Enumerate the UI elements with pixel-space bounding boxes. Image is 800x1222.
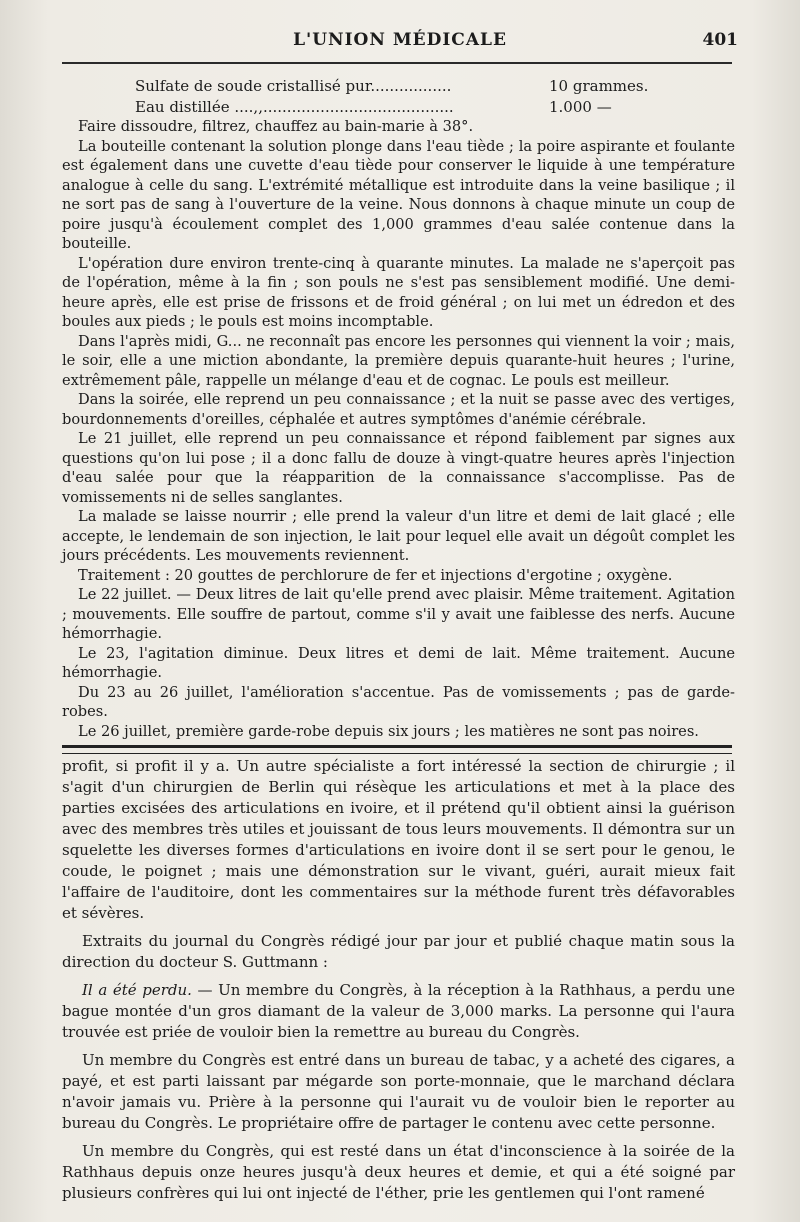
paragraph: Dans la soirée, elle reprend un peu connaissance ; et la nuit se passe avec des vertiges, bourdonnements d'oreilles, céphalée et autres symptômes d'anémie cérébrale. [62, 391, 735, 428]
feuilleton [62, 756, 735, 1204]
formula-line [135, 75, 725, 97]
paragraph: profit, si profit il y a. Un autre spécialiste a fort intéressé la section de chirurgie ; il s'agit d'un chirurgien de Berlin qui résèque les articulations et met à la place des parties excisées des articulations en ivoire, et il prétend qu'il obtient ainsi la guérison avec des membres très utiles et jouissant de tous leurs mouvements. Il démontra sur un squelette les diverses formes d'articulations en ivoire dont il se sert pour le genou, le coude, le poignet ; mais une démonstration sur le vivant, guéri, aurait mieux fait l'affaire de l'auditoire, dont les commentaires sur la méthode furent très défavorables et sévères. [62, 757, 735, 922]
paragraph: Un membre du Congrès est entré dans un bureau de tabac, y a acheté des cigares, a payé, et est parti laissant par mégarde son porte-monnaie, que le marchand déclara n'avoir jamais vu. Prière à la personne qui l'aurait vu de vouloir bien le reporter au bureau du Congrès. Le propriétaire offre de partager le contenu avec cette personne. [62, 1051, 735, 1132]
paragraph: Traitement : 20 gouttes de perchlorure de fer et injections d'ergotine ; oxygène. [78, 566, 673, 584]
paragraph: Le 23, l'agitation diminue. Deux litres et demi de lait. Même traitement. Aucune hémorrhagie. [62, 644, 735, 681]
case-report [62, 117, 735, 741]
feuilleton-separator [62, 745, 732, 754]
formula-ingredient: Sulfate de soude cristallisé pur................. [135, 77, 452, 95]
paragraph: Extraits du journal du Congrès rédigé jour par jour et publié chaque matin sous la direction du docteur S. Guttmann : [62, 932, 735, 971]
paragraph: Faire dissoudre, filtrez, chauffez au bain-marie à 38°. [78, 118, 474, 135]
paragraph: L'opération dure environ trente-cinq à quarante minutes. La malade ne s'aperçoit pas de l'opération, même à la fin ; son pouls ne s'est pas sensiblement modifié. Une demi-heure après, elle est prise de frissons et de froid général ; on lui met un édredon et des boules aux pieds ; le pouls est moins incomptable. [62, 254, 735, 330]
notice-title: Il a été perdu. [82, 981, 192, 999]
header-rule [62, 62, 732, 64]
paragraph: La malade se laisse nourrir ; elle prend la valeur d'un litre et demi de lait glacé ; elle accepte, le lendemain de son injection, le lait pour lequel elle avait un dégoût complet les jours précédents. Les mouvements reviennent. [62, 508, 735, 564]
page-number: 401 [702, 30, 738, 50]
paragraph: Dans l'après midi, G... ne reconnaît pas encore les personnes qui viennent la voir ; mais, le soir, elle a une miction abondante, la première depuis quarante-huit heures ; l'urine, extrêmement pâle, rappelle un mélange d'eau et de cognac. Le pouls est meilleur. [62, 332, 735, 389]
page-header [62, 30, 738, 58]
paragraph: La bouteille contenant la solution plonge dans l'eau tiède ; la poire aspirante et foulante est également dans une cuvette d'eau tiède pour conserver le liquide à une température analogue à celle du sang. L'extrémité métallique est introduite dans la veine basilique ; il ne sort pas de sang à l'ouverture de la veine. Nous donnons à chaque minute un coup de poire jusqu'à écoulement complet des 1,000 grammes d'eau salée contenue dans la bouteille. [62, 137, 735, 252]
paragraph: Le 21 juillet, elle reprend un peu connaissance et répond faiblement par signes aux questions qu'on lui pose ; il a donc fallu de douze à vingt-quatre heures après l'injection d'eau salée pour que la réapparition de la connaissance s'accomplisse. Pas de vomissements ni de selles sanglantes. [62, 430, 735, 506]
paragraph: Le 22 juillet. — Deux litres de lait qu'elle prend avec plaisir. Même traitement. Agitation ; mouvements. Elle souffre de partout, comme s'il y avait une faiblesse des nerfs. Aucune hémorrhagie. [62, 586, 735, 642]
notice-text: — Un membre du Congrès, à la réception à la Rathhaus, a perdu une bague montée d'un gros diamant de la valeur de 3,000 marks. La personne qui l'aura trouvée est priée de vouloir bien la remettre au bureau du Congrès. [62, 981, 735, 1041]
formula-quantity: 10 grammes. [549, 77, 649, 95]
paragraph [62, 980, 735, 1043]
formula-ingredient: Eau distillée ....,,........................................ [135, 98, 454, 116]
paragraph: Le 26 juillet, première garde-robe depuis six jours ; les matières ne sont pas noires. [78, 722, 699, 740]
paragraph: Un membre du Congrès, qui est resté dans un état d'inconscience à la soirée de la Rathhaus depuis onze heures jusqu'à deux heures et demie, et qui a été soigné par plusieurs confrères qui lui ont injecté de l'éther, prie les gentlemen qui l'ont ramené [62, 1142, 735, 1202]
running-head: L'UNION MÉDICALE [293, 30, 507, 50]
formula-line [135, 96, 725, 118]
paragraph: Du 23 au 26 juillet, l'amélioration s'accentue. Pas de vomissements ; pas de garde-robes. [62, 683, 735, 720]
formula-quantity: 1.000 — [549, 98, 612, 116]
